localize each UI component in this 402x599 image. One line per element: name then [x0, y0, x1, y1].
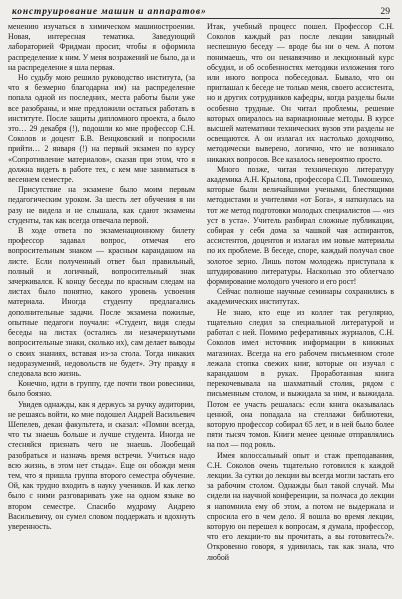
running-title: конструирование машин и аппаратов» [12, 7, 207, 17]
paragraph: Сейчас полноше научные семинары сохранились в академических институтах. [207, 287, 394, 307]
right-column [207, 22, 394, 595]
paragraph: Увидев однажды, как я держусь за ручку аудитории, не решаясь войти, ко мне подошел Андрей Васильевич Шепелев, декан факультета, и сказал: «Помни всегда, что ты знаешь больше и лучше студента. Иногда не стесняйся признать чего не знаешь. Лообещай разобраться и назначь время встречи. Учиться надо всю жизнь, в этом нет стыда». Еще он обожди меня тем, что я пришла группа второго семестра обучение. Ой, как трудно входить в науку учеников. И как легко было с ними разговаривать уже на одном языке во втором семестре. Спасибо мудрому Андрею Васильевичу, он сумел словом поддержать и вдохнуть уверенность. [8, 399, 195, 531]
text-columns [8, 22, 394, 595]
paragraph: Присутствие на экзамене было моим первым педагогическим уроком. За шесть лет обучения я ни разу не видела и не слышала, как сдают экзамены студенты, так как всегда отвечала первой. [8, 185, 195, 225]
paragraph: Но судьбу мою решило руководство института, (за что я безмерно благодарна им) на распределение попала одной из последних, места работы были уже все разобраны, и мне предложили остаться работать в институте. После защиты дипломного проекта, а было это… 29 декабря (!), подошли ко мне профессор С.Н. Соколов и доцент Б.В. Венцковский и попросили прийти… 2 января (!) на первый экзамен по курсу «Сопротивление материалов», сказав при этом, что я должна видеть в работе тех, с кем мне заниматься в весеннем семестре. [8, 73, 195, 185]
paragraph: Итак, учебный процесс пошел. Профессор С.Н. Соколов каждый раз после лекции завидный неспешную беседу — вроде бы ни о чем. А потом понимаешь, что он ненавязчиво и лекционный курс обсудил, и об особенностях методики изложения того или иного вопроса побеседовал. Бывало, что он приглашал к беседе не только меня, своего ассистента, но и других сотрудников кафедры, когда разделы были особенно трудные. Он читал проблемы, решение которых опиралось на вариационные методы. В курсе высшей математики технических вузов эти разделы не освещаются. А он излагал их настолько доходчиво, методически выверено, логично, что не возникало никаких вопросов. Все казалось невероятно просто. [207, 22, 394, 164]
left-column [8, 22, 195, 595]
paragraph: В ходе ответа по экзаменационному билету профессор задавал вопрос, отмечая его вопросительным знаком — красным карандашом на листе. Если полученный ответ был правильный, полный и логичный, вопросительный знак зачеркивался. К концу беседы по красным следам на листах было понятно, какого уровень усвоения материала. Иногда студенту предлагались дополнительные задачи. После экзамена пожилые, опытные педагоги поучали: «Студент, видя следы беседы на листах (остались ли незачеркнутыми вопросительные знаки, сколько их), сам делает выводы о своих знаниях, вставая из-за стола. Тогда никаких недоразумений, недовольств не будет». Эту правду я следовала всю жизнь. [8, 226, 195, 378]
running-header [12, 3, 390, 19]
paragraph: Не знаю, кто еще из коллег так регулярно, тщательно следил за специальной литературой и работал с ней. Помимо реферативных журналов, С.Н. Соколов имел источник информации в книжных магазинах. Всегда на его рабочем письменном столе лежала стопка свежих книг, которые он изучал с карандашом в руках. Проработанная книга перекочевывала на шахматный столик, рядом с письменным столом, и выжидала за ним, и выжидала. Потом ее участь решалась: если книга оказывалась ценной, она попадала на стеллажи библиотеки, которую профессор собирал 65 лет, и в ней было более пяти тысяч томов. Книги менее ценные отправлялись на пол — под рояль. [207, 307, 394, 450]
paragraph: Имея колоссальный опыт и стаж преподавания, С.Н. Соколов очень тщательно готовился к каждой лекции. За сутки до лекции вы всегда могли застать его за рабочим столом. Однажды был такой случай. Мы сидели на научной конференции, за полчаса до лекции я напомнила ему об этом, а потом не выдержала и спросила его в чем дело. Я вошла во время лекции, которую он перешел к вопросам, я думала, профессор, что его лекции-то вы прочитать, а вы готовитесь?». Откровенно говоря, я удивилась, так как знала, что любой [207, 450, 394, 562]
paragraph: менению изучаться в химическом машиностроении. Новая, интересная тематика. Заведующий лабораторией Фридман просит, чтобы я оформила распределение к ним. У меня возражений не было, да и на распределение я шла первая. [8, 22, 195, 72]
paragraph: Конечно, идти в группу, где почти твои ровесники, было боязно. [8, 379, 195, 399]
page-number: 29 [380, 6, 390, 17]
paragraph: Много позже, читая техническую литературу академика А.Н. Крылова, профессора С.П. Тимошенко, которые были величайшими учеными, блестящими методистами и учителями «от Бога», я наткнулась на тот же метод подготовки молодых специалистов — «из уст в уста». Учитель разбирал сложные публикации, собирая у себя дома за чашкой чая аспирантов, ассистентов, доцентов и излагал им новые материалы по их проблеме. В беседе, споре, каждый получал свое золотое зерно. Лишь потом молодежь приступала к штудированию литературы. Насколько это облегчало формирование молодого ученого и его рост! [207, 164, 394, 287]
